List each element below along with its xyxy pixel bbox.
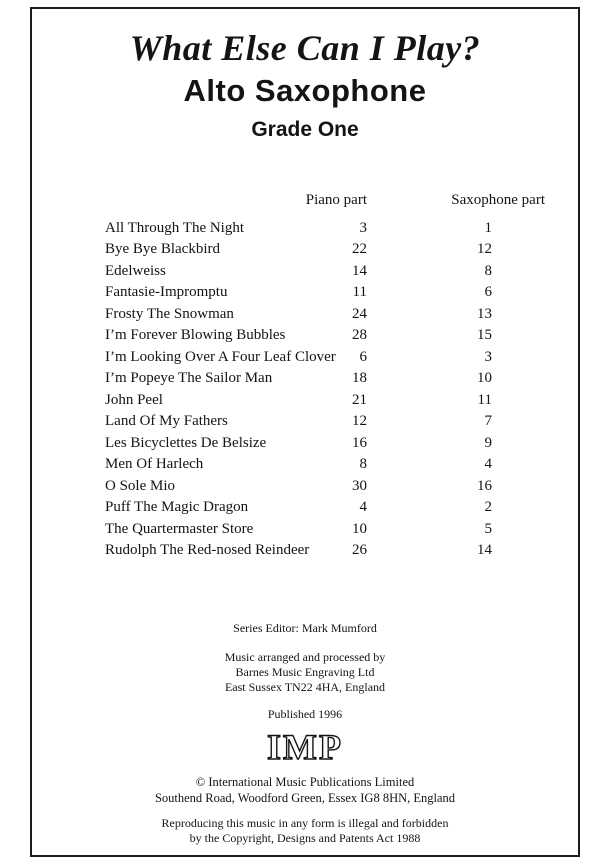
- sax-page: 16: [477, 477, 492, 494]
- piano-page: 30: [352, 477, 367, 494]
- song-title: Men Of Harlech: [105, 456, 204, 473]
- sax-page: 7: [484, 413, 492, 430]
- piano-page: 11: [352, 284, 367, 301]
- piano-page: 18: [352, 370, 367, 387]
- table-row: [105, 540, 565, 562]
- song-title: All Through The Night: [105, 219, 245, 236]
- song-title: Bye Bye Blackbird: [105, 241, 220, 258]
- piano-page: 16: [352, 434, 367, 451]
- table-row: [105, 261, 565, 283]
- table-row: [105, 476, 565, 498]
- song-title: Rudolph The Red-nosed Reindeer: [105, 542, 310, 559]
- sax-page: 1: [484, 219, 492, 236]
- sax-page: 13: [477, 305, 492, 322]
- table-row: [105, 282, 565, 304]
- piano-page: 24: [352, 305, 367, 322]
- table-header-row: [105, 192, 565, 218]
- grade-title: Grade One: [251, 117, 359, 141]
- piano-page: 21: [352, 391, 367, 408]
- legal-line: by the Copyright, Designs and Patents Act 1988: [189, 831, 421, 845]
- piano-page: 8: [359, 456, 367, 473]
- sax-page: 8: [484, 262, 492, 279]
- piano-page: 14: [352, 262, 367, 279]
- legal-line: Reproducing this music in any form is illegal and forbidden: [161, 816, 449, 830]
- published-year: Published 1996: [267, 707, 343, 721]
- sax-page: 2: [484, 499, 492, 516]
- piano-page: 22: [352, 241, 367, 258]
- piano-page: 10: [352, 520, 367, 537]
- table-row: [105, 497, 565, 519]
- column-header-piano: Piano part: [305, 191, 367, 208]
- sax-page: 6: [484, 284, 492, 301]
- piano-page: 6: [359, 348, 367, 365]
- series-title: What Else Can I Play?: [129, 28, 481, 68]
- song-title: Land Of My Fathers: [105, 413, 228, 430]
- imp-logo-text: IMP: [267, 728, 343, 767]
- piano-page: 3: [359, 219, 367, 236]
- engraver-line: Barnes Music Engraving Ltd: [235, 665, 375, 679]
- sax-page: 9: [484, 434, 492, 451]
- song-title: Edelweiss: [105, 262, 166, 279]
- song-title: O Sole Mio: [105, 477, 176, 494]
- copyright-line: Southend Road, Woodford Green, Essex IG8 8HN, England: [154, 791, 456, 805]
- engraver-credit: [32, 650, 578, 695]
- song-title: I’m Popeye The Sailor Man: [105, 370, 273, 387]
- song-title: Frosty The Snowman: [105, 305, 234, 322]
- song-title: The Quartermaster Store: [105, 520, 254, 537]
- instrument-title: Alto Saxophone: [183, 72, 427, 108]
- sax-page: 10: [477, 370, 492, 387]
- piano-page: 28: [352, 327, 367, 344]
- song-title: Fantasie-Impromptu: [105, 284, 228, 301]
- table-row: [105, 239, 565, 261]
- copyright-notice: [32, 774, 578, 806]
- piano-page: 26: [352, 542, 367, 559]
- page-content: [32, 9, 578, 855]
- table-row: [105, 304, 565, 326]
- table-row: [105, 519, 565, 541]
- table-row: [105, 390, 565, 412]
- series-editor-credit: Series Editor: Mark Mumford: [233, 621, 377, 635]
- legal-notice: [32, 816, 578, 846]
- song-title: I’m Forever Blowing Bubbles: [105, 327, 286, 344]
- table-row: [105, 325, 565, 347]
- song-title: I’m Looking Over A Four Leaf Clover: [105, 348, 336, 365]
- engraver-line: Music arranged and processed by: [224, 650, 386, 664]
- table-row: [105, 433, 565, 455]
- sax-page: 12: [477, 241, 492, 258]
- table-row: [105, 368, 565, 390]
- table-row: [105, 218, 565, 240]
- sax-page: 5: [484, 520, 492, 537]
- table-row: [105, 411, 565, 433]
- piano-page: 12: [352, 413, 367, 430]
- table-row: [105, 454, 565, 476]
- sax-page: 3: [484, 348, 492, 365]
- engraver-line: East Sussex TN22 4HA, England: [224, 680, 386, 694]
- table-row: [105, 347, 565, 369]
- publisher-logo-wrap: [32, 728, 578, 770]
- masthead: [32, 9, 578, 142]
- table-of-contents: [105, 192, 565, 562]
- sax-page: 11: [477, 391, 492, 408]
- piano-page: 4: [359, 499, 367, 516]
- song-title: Puff The Magic Dragon: [105, 499, 249, 516]
- page-footer: [32, 621, 578, 846]
- column-header-saxophone: Saxophone part: [451, 191, 545, 208]
- copyright-line: © International Music Publications Limited: [195, 775, 415, 789]
- imp-logo: [257, 728, 353, 768]
- sax-page: 14: [477, 542, 492, 559]
- song-title: Les Bicyclettes De Belsize: [105, 434, 267, 451]
- sax-page: 4: [484, 456, 492, 473]
- song-title: John Peel: [105, 391, 163, 408]
- sax-page: 15: [477, 327, 492, 344]
